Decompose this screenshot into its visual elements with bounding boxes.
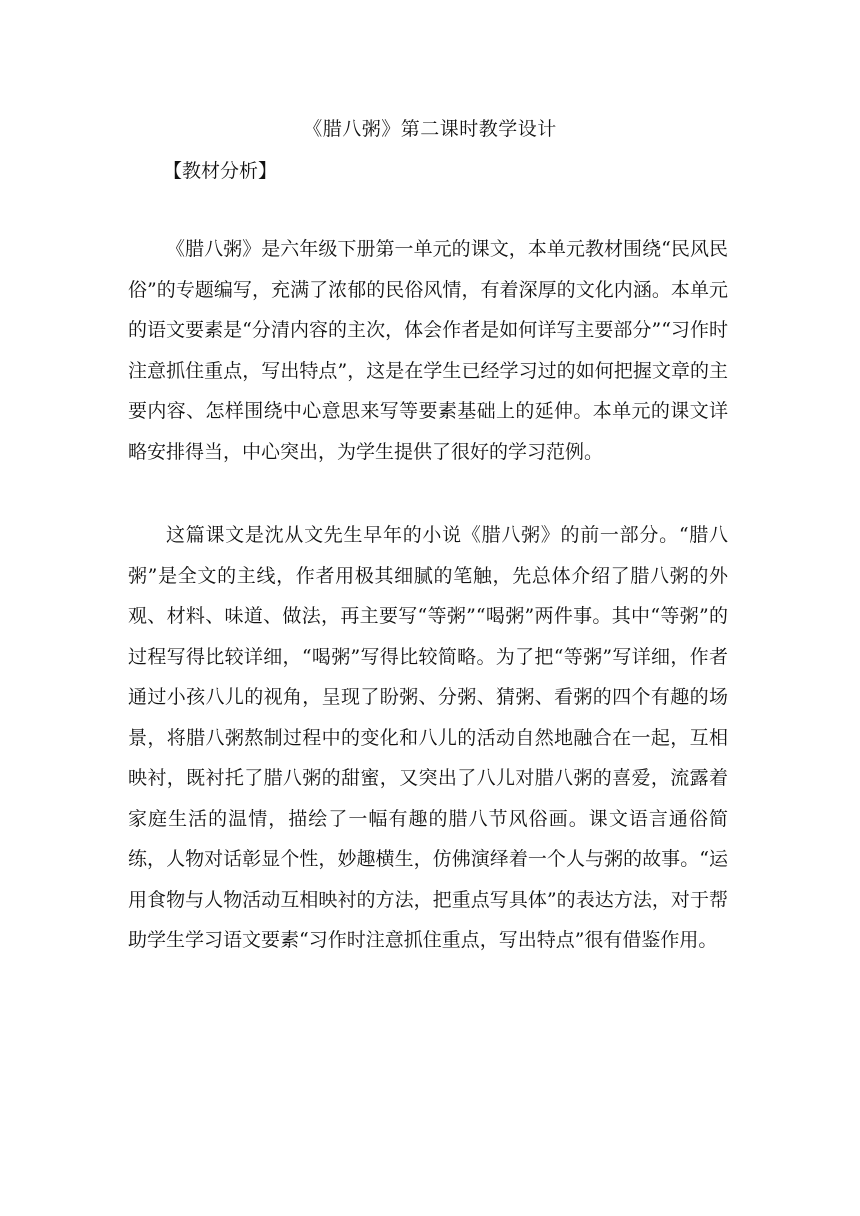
section-heading: 【教材分析】 (163, 160, 278, 182)
document-title: 《腊八粥》第二课时教学设计 (303, 118, 557, 140)
paragraph-textbook-analysis-1: 《腊八粥》是六年级下册第一单元的课文，本单元教材围绕“民风民俗”的专题编写，充满了浓郁的民俗风情，有着深厚的文化内涵。本单元的语文要素是“分清内容的主次，体会作者是如何详写主要部分”“习作时注意抓住重点，写出特点”，这是在学生已经学习过的如何把握文章的主要内容、怎样围绕中心意思来写等要素基础上的延伸。本单元的课文详略安排得当，中心突出，为学生提供了很好的学习范例。 (128, 238, 728, 463)
paragraph-textbook-analysis-2: 这篇课文是沈从文先生早年的小说《腊八粥》的前一部分。“腊八粥”是全文的主线，作者用极其细腻的笔触，先总体介绍了腊八粥的外观、材料、味道、做法，再主要写“等粥”“喝粥”两件事。其中“等粥”的过程写得比较详细，“喝粥”写得比较简略。为了把“等粥”写详细，作者通过小孩八儿的视角，呈现了盼粥、分粥、猜粥、看粥的四个有趣的场景，将腊八粥熬制过程中的变化和八儿的活动自然地融合在一起，互相映衬，既衬托了腊八粥的甜蜜，又突出了八儿对腊八粥的喜爱，流露着家庭生活的温情，描绘了一幅有趣的腊八节风俗画。课文语言通俗简练，人物对话彰显个性，妙趣横生，仿佛演绎着一个人与粥的故事。“运用食物与人物活动互相映衬的方法，把重点写具体”的表达方法，对于帮助学生学习语文要素“习作时注意抓住重点，写出特点”很有借鉴作用。 (128, 524, 728, 951)
